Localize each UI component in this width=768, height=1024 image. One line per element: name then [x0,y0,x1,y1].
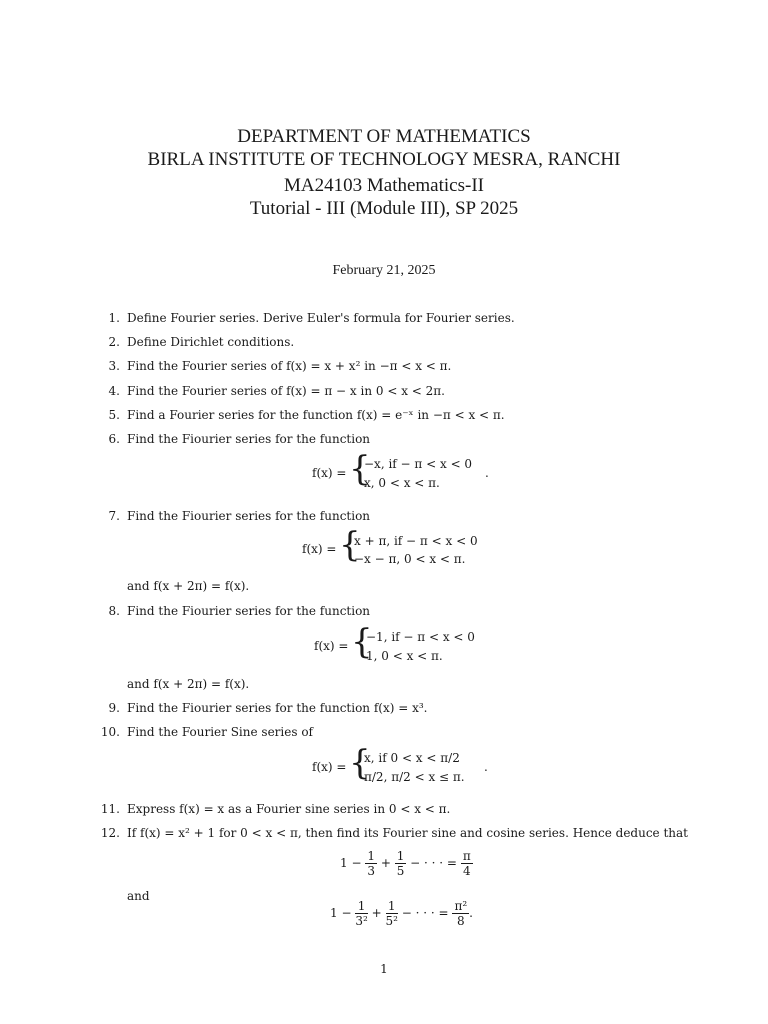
and-connector: and [127,889,150,903]
page-number: 1 [380,962,388,976]
equation-lhs: f(x) = [314,639,349,653]
fraction [386,899,398,928]
question-text: Find the Fiourier series for the function [127,509,371,523]
brace-symbol: { [349,743,371,783]
equation-lhs: f(x) = [312,760,347,774]
question-number: 2. [108,335,120,349]
numerator: 1 [386,899,398,914]
question-number: 11. [100,802,120,816]
question-number: 12. [100,826,120,840]
plus-sign: + [371,906,382,920]
denominator: 5 [396,864,405,878]
question-number: 8. [108,604,120,618]
series-1 [340,849,473,878]
department-title: DEPARTMENT OF MATHEMATICS [237,126,531,147]
question-number: 5. [108,408,120,422]
course-title: MA24103 Mathematics-II [284,175,484,196]
question-number: 7. [108,509,120,523]
numerator: 1 [367,849,375,863]
question-number: 4. [108,384,120,398]
denominator: 4 [462,864,471,878]
question-number: 10. [100,725,120,739]
question-text: Express f(x) = x as a Fourier sine series in 0 < x < π. [127,802,451,816]
question-text: Define Fourier series. Derive Euler's formula for Fourier series. [127,311,515,325]
denominator: 3² [355,914,368,928]
question-text: Find the Fiourier series for the function [127,604,371,618]
plus-sign: + [380,856,391,870]
series-lead: 1 − [330,906,352,920]
numerator: 1 [396,849,405,863]
series-2 [330,899,473,928]
question-number: 1. [108,311,120,325]
q8-periodicity: and f(x + 2π) = f(x). [127,677,250,691]
question-number: 6. [108,432,120,446]
equation-lhs: f(x) = [302,542,337,556]
numerator: π [462,849,471,863]
question-text: If f(x) = x² + 1 for 0 < x < π, then find its Fourier sine and cosine series. Hence deduce that [127,826,688,840]
question-text: Find the Fourier series of f(x) = π − x in 0 < x < 2π. [127,384,445,398]
q7-periodicity: and f(x + 2π) = f(x). [127,579,250,593]
fraction [355,899,367,928]
question-text: Find the Fourier series of f(x) = x + x² in −π < x < π. [127,359,452,373]
question-number: 3. [108,359,120,373]
brace-symbol: { [351,622,373,662]
denominator: 5² [385,914,398,928]
denominator: 3 [367,864,375,878]
case-row-2: 1, 0 < x < π. [366,649,443,663]
question-text: Find the Fourier Sine series of [127,725,313,739]
case-row-1: x, if 0 < x < π/2 [364,751,460,765]
equation-tail: . [484,760,488,774]
question-number: 9. [108,701,120,715]
equation-tail: . [485,466,489,480]
tutorial-title: Tutorial - III (Module III), SP 2025 [249,198,519,219]
fraction [452,899,469,928]
document-date: February 21, 2025 [332,263,436,278]
fraction [395,849,407,878]
numerator: 1 [355,899,367,914]
denominator: 8 [456,914,465,928]
case-row-1: −x, if − π < x < 0 [364,457,473,471]
numerator: π² [454,899,468,913]
question-text: Find the Fiourier series for the function f(x) = x³. [127,701,428,715]
case-row-2: x, 0 < x < π. [364,476,440,490]
case-row-1: x + π, if − π < x < 0 [354,534,478,548]
series-rest: − · · · = [401,906,449,920]
question-text: Define Dirichlet conditions. [127,335,295,349]
brace-symbol: { [339,525,361,565]
series-rest: − · · · = [410,856,457,870]
fraction [461,849,473,878]
equation-lhs: f(x) = [312,466,347,480]
series-lead: 1 − [340,856,362,870]
institute-title: BIRLA INSTITUTE OF TECHNOLOGY MESRA, RANCHI [147,149,621,170]
brace-symbol: { [349,449,371,489]
case-row-2: π/2, π/2 < x ≤ π. [364,770,465,784]
question-text: Find the Fiourier series for the function [127,432,371,446]
case-row-2: −x − π, 0 < x < π. [354,552,466,566]
series-tail: . [469,906,473,920]
question-text: Find a Fourier series for the function f(x) = e⁻ˣ in −π < x < π. [127,408,505,422]
case-row-1: −1, if − π < x < 0 [366,630,475,644]
fraction [365,849,377,878]
